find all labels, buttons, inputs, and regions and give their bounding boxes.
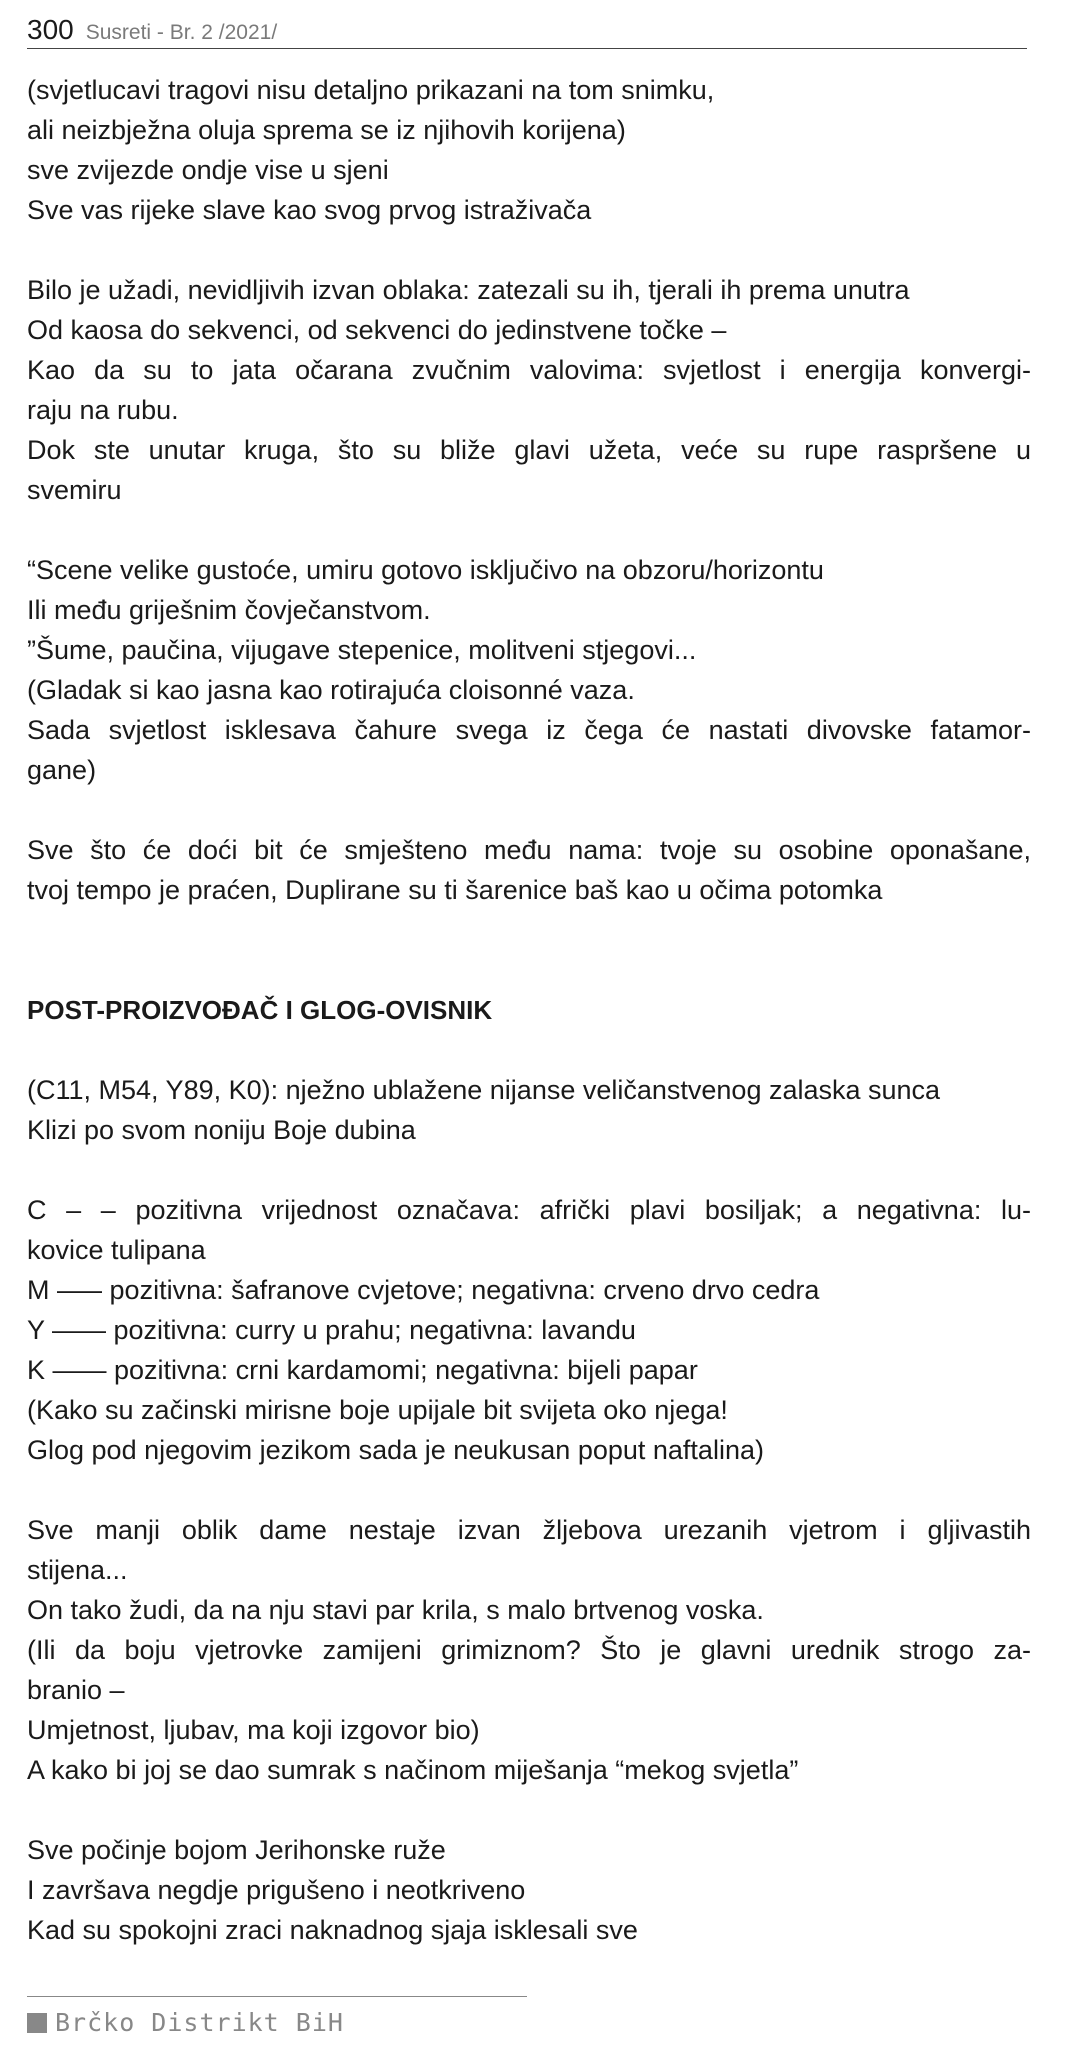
running-header — [27, 14, 1027, 49]
stanza — [27, 70, 1031, 230]
verse-line: Bilo je užadi, nevidljivih izvan oblaka: zatezali su ih, tjerali ih prema unutra — [27, 275, 910, 305]
verse-line: stijena... — [27, 1555, 128, 1585]
verse-line: Ili među griješnim čovječanstvom. — [27, 595, 431, 625]
verse-line: (Kako su začinski mirisne boje upijale bit svijeta oko njega! — [27, 1395, 728, 1425]
stanza — [27, 1510, 1031, 1790]
verse-line: Od kaosa do sekvenci, od sekvenci do jedinstvene točke – — [27, 315, 727, 345]
verse-line: kovice tulipana — [27, 1235, 206, 1265]
verse-line: (Ili da boju vjetrovke zamijeni grimiznom? Što je glavni urednik strogo za- — [27, 1635, 1031, 1665]
verse-line: Kad su spokojni zraci naknadnog sjaja isklesali sve — [27, 1915, 638, 1945]
verse-line: (C11, M54, Y89, K0): nježno ublažene nijanse veličanstvenog zalaska sunca — [27, 1075, 941, 1105]
verse-line: branio – — [27, 1675, 125, 1705]
page-number: 300 — [27, 14, 74, 45]
verse-line: svemiru — [27, 475, 122, 505]
verse-line: I završava negdje prigušeno i neotkriveno — [27, 1875, 526, 1905]
footer-divider — [27, 1996, 527, 1997]
journal-title: Susreti - Br. 2 /2021/ — [85, 21, 278, 44]
verse-line: sve zvijezde ondje vise u sjeni — [27, 155, 389, 185]
square-icon — [27, 2013, 47, 2033]
poem-title: POST-PROIZVOĐAČ I GLOG-OVISNIK — [27, 995, 493, 1025]
stanza — [27, 1830, 1031, 1950]
running-footer — [27, 2008, 344, 2037]
verse-line: tvoj tempo je praćen, Duplirane su ti šarenice baš kao u očima potomka — [27, 875, 883, 905]
verse-line: Sve vas rijeke slave kao svog prvog istraživača — [27, 195, 592, 225]
stanza — [27, 550, 1031, 790]
verse-line: (Gladak si kao jasna kao rotirajuća cloisonné vaza. — [27, 675, 635, 705]
verse-line: gane) — [27, 755, 97, 785]
stanza — [27, 1190, 1031, 1470]
verse-line: raju na rubu. — [27, 395, 179, 425]
verse-line: Y —— pozitivna: curry u prahu; negativna: lavandu — [27, 1315, 636, 1345]
verse-line: Sve manji oblik dame nestaje izvan žljebova urezanih vjetrom i gljivastih — [27, 1515, 1031, 1545]
verse-line: “Scene velike gustoće, umiru gotovo isključivo na obzoru/horizontu — [27, 555, 824, 585]
verse-line: Glog pod njegovim jezikom sada je neukusan poput naftalina) — [27, 1435, 764, 1465]
verse-line: M ––– pozitivna: šafranove cvjetove; negativna: crveno drvo cedra — [27, 1275, 820, 1305]
verse-line: Dok ste unutar kruga, što su bliže glavi užeta, veće su rupe raspršene u — [27, 435, 1031, 465]
verse-line: Sve počinje bojom Jerihonske ruže — [27, 1835, 446, 1865]
verse-line: A kako bi joj se dao sumrak s načinom miješanja “mekog svjetla” — [27, 1755, 799, 1785]
verse-line: Klizi po svom noniju Boje dubina — [27, 1115, 416, 1145]
verse-line: Kao da su to jata očarana zvučnim valovima: svjetlost i energija konvergi- — [27, 355, 1031, 385]
verse-line: Sada svjetlost isklesava čahure svega iz čega će nastati divovske fatamor- — [27, 715, 1031, 745]
stanza — [27, 1070, 1031, 1150]
verse-line: (svjetlucavi tragovi nisu detaljno prikazani na tom snimku, — [27, 75, 715, 105]
verse-line: Sve što će doći bit će smješteno među nama: tvoje su osobine oponašane, — [27, 835, 1031, 865]
verse-line: C – – pozitivna vrijednost označava: afrički plavi bosiljak; a negativna: lu- — [27, 1195, 1031, 1225]
verse-line: ”Šume, paučina, vijugave stepenice, molitveni stjegovi... — [27, 635, 697, 665]
stanza — [27, 270, 1031, 510]
verse-line: K —— pozitivna: crni kardamomi; negativna: bijeli papar — [27, 1355, 698, 1385]
verse-line: ali neizbježna oluja sprema se iz njihovih korijena) — [27, 115, 626, 145]
poem-body — [27, 70, 1031, 1990]
verse-line: On tako žudi, da na nju stavi par krila, s malo brtvenog voska. — [27, 1595, 764, 1625]
verse-line: Umjetnost, ljubav, ma koji izgovor bio) — [27, 1715, 480, 1745]
stanza — [27, 830, 1031, 910]
footer-label: Brčko Distrikt BiH — [55, 2008, 344, 2037]
